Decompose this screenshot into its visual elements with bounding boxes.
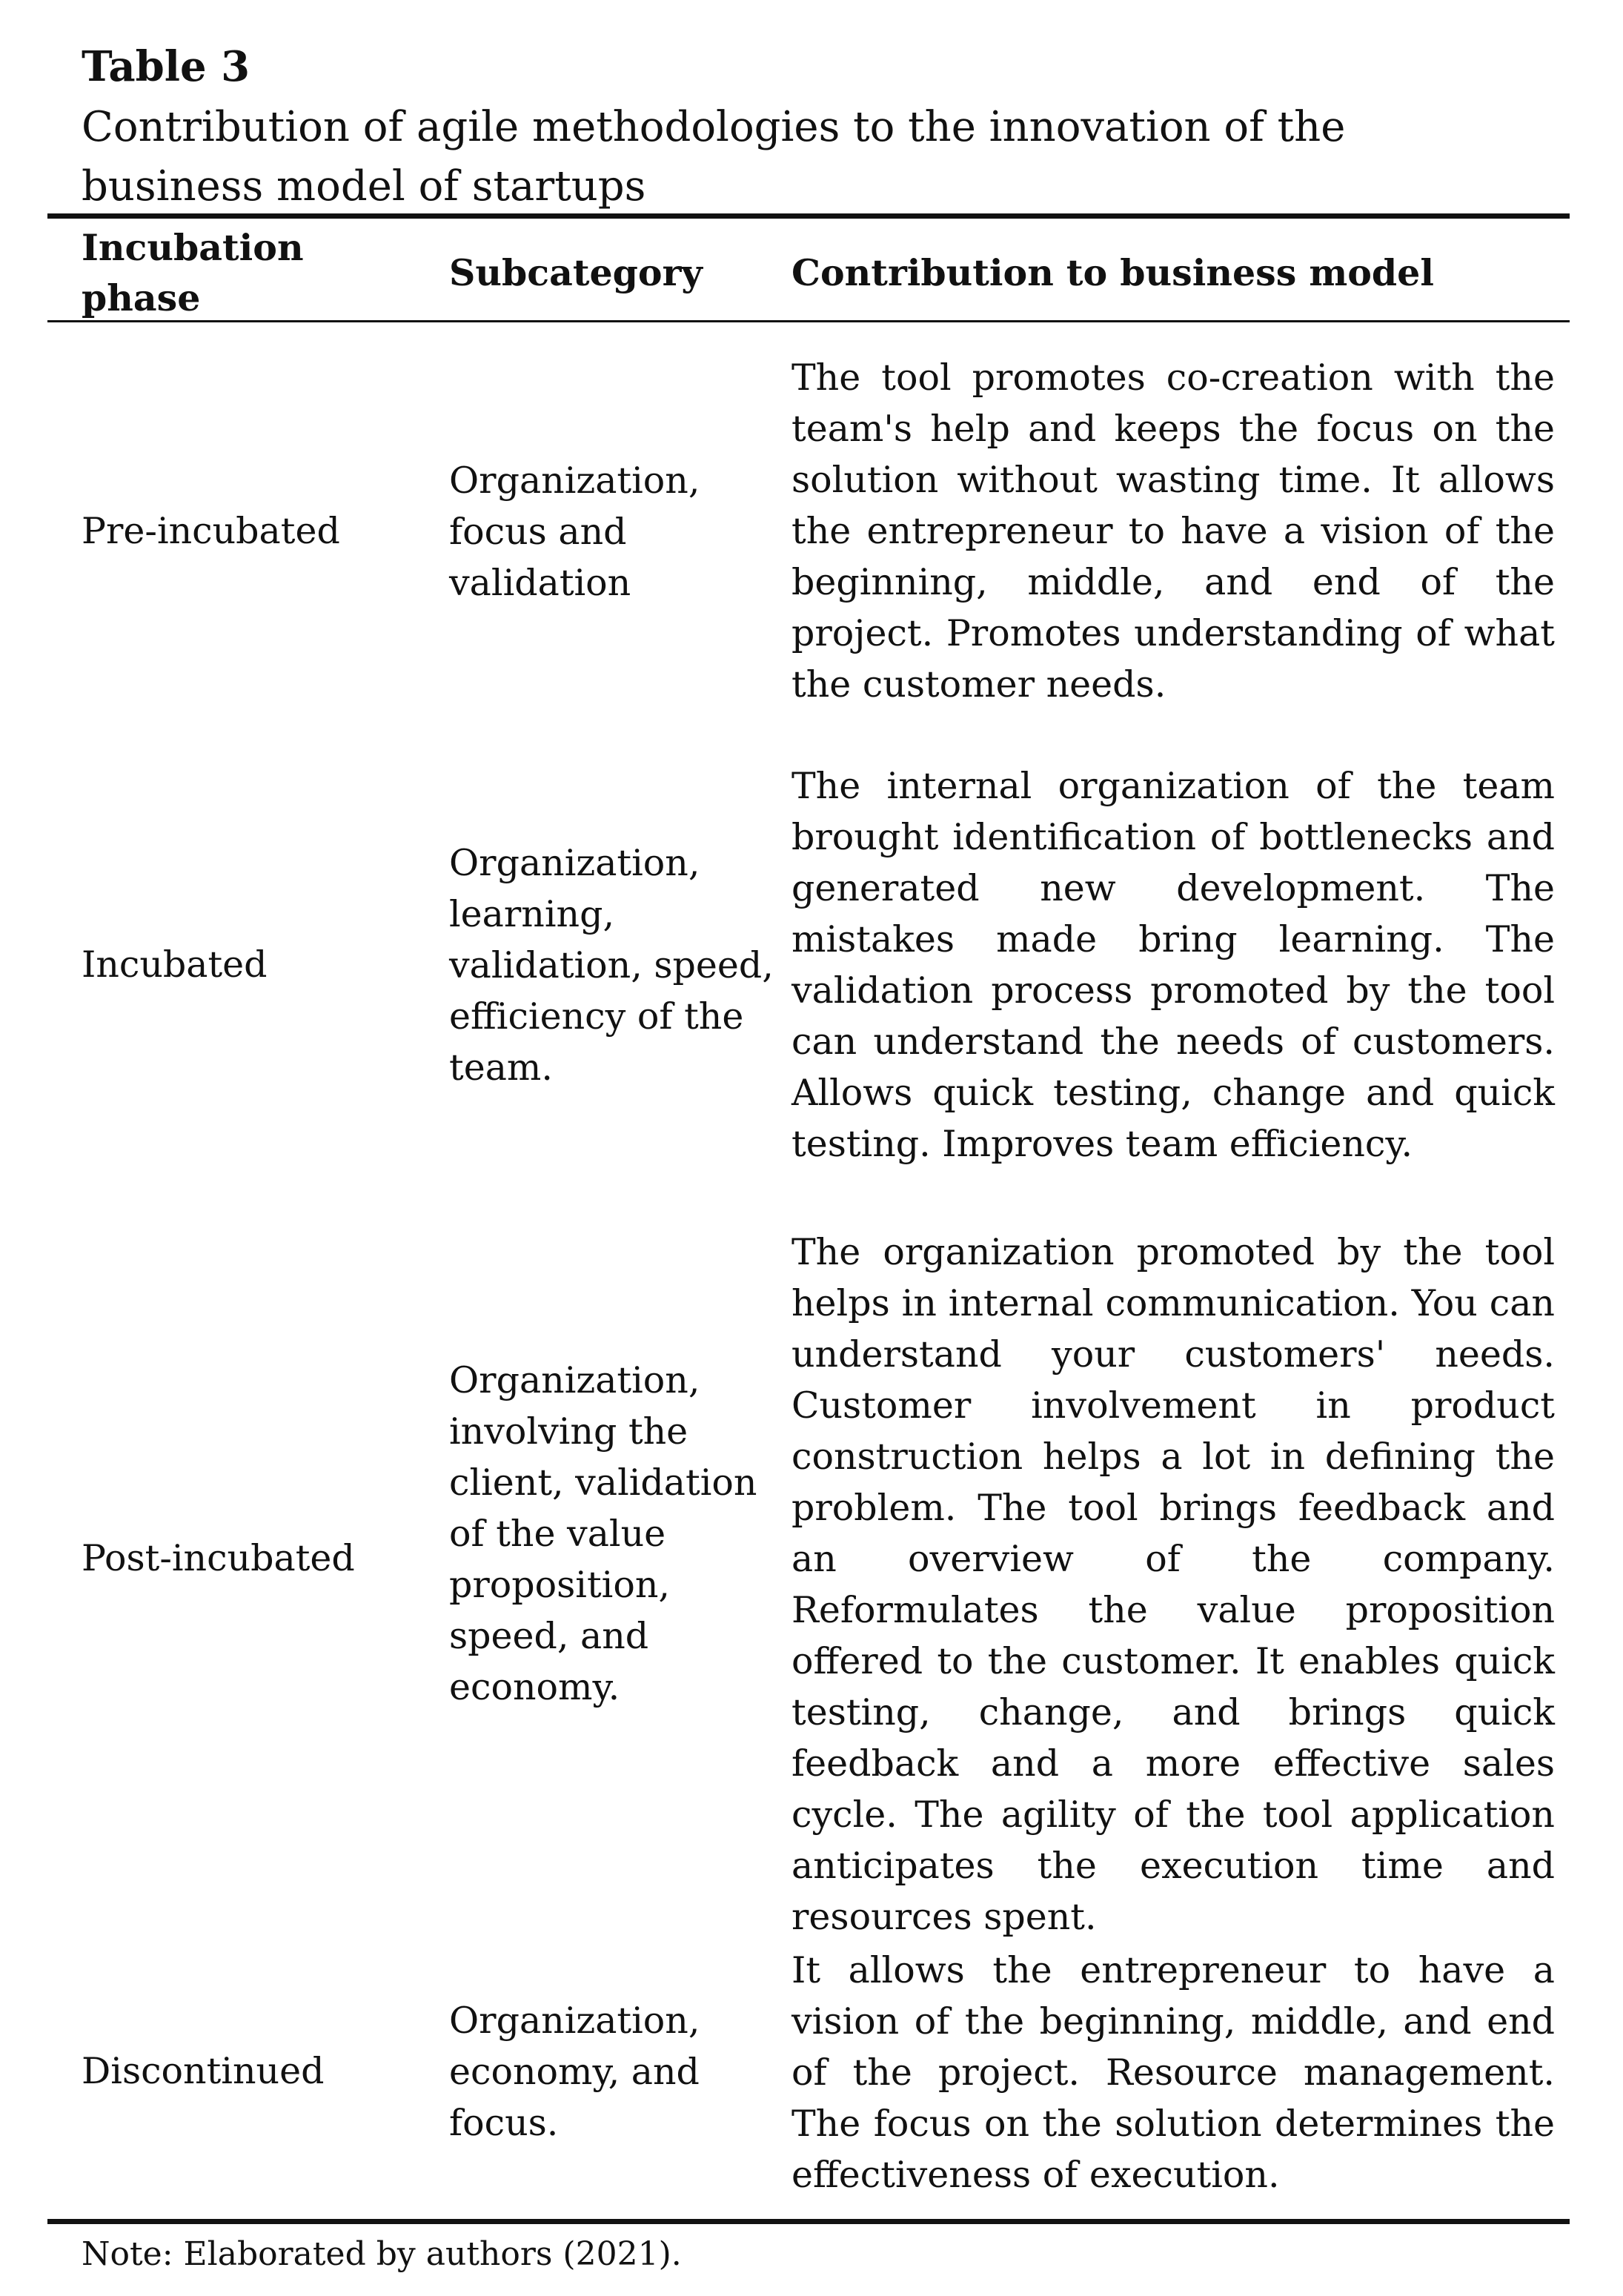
table-note: Note: Elaborated by authors (2021). <box>82 2235 682 2273</box>
row-3-contribution: The organization promoted by the tool helps in internal communication. You can understand your customers' needs. Customer involvement in product construction helps a lot in defining the problem. The tool brings feedback and an overview of the company. Reformulates the value proposition offered to the customer. It enables quick testing, change, and brings quick feedback and a more effective sales cycle. The agility of the tool application anticipates the execution time and resources spent. <box>791 1231 1555 1938</box>
header-subcategory: Subcategory <box>449 251 703 294</box>
table-label: Table 3 <box>82 42 250 91</box>
header-incubation-phase: Incubation phase <box>82 226 304 319</box>
header-contribution: Contribution to business model <box>791 251 1434 294</box>
row-1-subcategory: Organization, focus and validation <box>449 459 700 604</box>
table-top-rule <box>47 213 1570 219</box>
row-1-phase: Pre-incubated <box>82 510 340 552</box>
row-2-contribution: The internal organization of the team brought identification of bottlenecks and generated new development. The mistakes made bring learning. The validation process promoted by the tool can understand the needs of customers. Allows quick testing, change and quick testing. Improves team efficiency. <box>791 765 1555 1165</box>
row-4-phase: Discontinued <box>82 2050 325 2092</box>
row-3-subcategory: Organization, involving the client, validation of the value proposition, speed, and economy. <box>449 1359 757 1708</box>
row-4-subcategory: Organization, economy, and focus. <box>449 2000 700 2144</box>
row-2-subcategory: Organization, learning, validation, speed, efficiency of the team. <box>449 842 774 1089</box>
row-2-phase: Incubated <box>82 943 268 986</box>
table-caption: Contribution of agile methodologies to the innovation of the business model of startups <box>82 103 1346 210</box>
row-1-contribution: The tool promotes co-creation with the team's help and keeps the focus on the solution without wasting time. It allows the entrepreneur to have a vision of the beginning, middle, and end of the project. Promotes understanding of what the customer needs. <box>791 356 1555 706</box>
table-header-rule <box>47 320 1570 322</box>
row-4-contribution: It allows the entrepreneur to have a vision of the beginning, middle, and end of the project. Resource management. The focus on the solution determines the effectiveness of execution. <box>791 1949 1555 2196</box>
row-3-phase: Post-incubated <box>82 1537 355 1579</box>
table-bottom-rule <box>47 2219 1570 2224</box>
